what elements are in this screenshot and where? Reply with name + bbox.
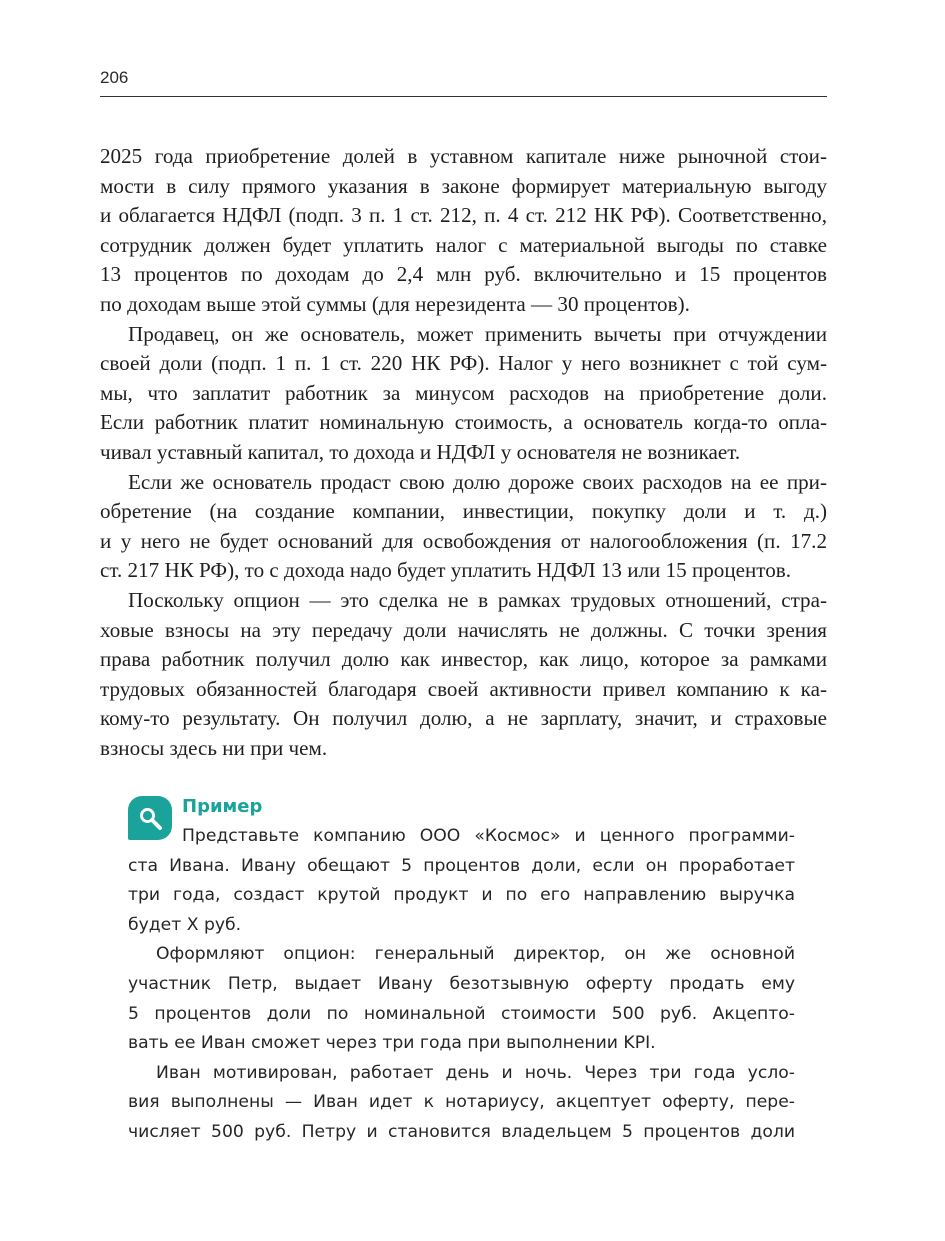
main-text <box>100 142 827 763</box>
text-line: Если же основатель продаст свою долю дороже своих расходов на ее при- <box>128 469 827 494</box>
example-line: 5 процентов доли по номинальной стоимости 500 руб. Акцепто- <box>128 1003 795 1024</box>
text-line: кому-то результату. Он получил долю, а не зарплату, значит, и страховые <box>100 706 827 731</box>
text-line: мы, что заплатит работник за минусом расходов на приобретение доли. <box>100 380 827 405</box>
text-line: чивал уставный капитал, то дохода и НДФЛ у основателя не возникает. <box>100 439 741 464</box>
text-line: обретение (на создание компании, инвестиции, покупку доли и т. д.) <box>100 499 827 524</box>
example-text <box>128 822 795 1148</box>
text-line: и у него не будет оснований для освобождения от налогообложения (п. 17.2 <box>100 528 827 553</box>
example-line: будет Х руб. <box>128 914 242 935</box>
text-line: своей доли (подп. 1 п. 1 ст. 220 НК РФ). Налог у него возникнет с той сум- <box>100 351 827 376</box>
text-line: Если работник платит номинальную стоимость, а основатель когда-то опла- <box>100 410 827 435</box>
example-line: ста Ивана. Ивану обещают 5 процентов доли, если он проработает <box>128 855 795 876</box>
example-line: участник Петр, выдает Ивану безотзывную оферту продать ему <box>128 973 795 994</box>
example-line: числяет 500 руб. Петру и становится владельцем 5 процентов доли <box>128 1121 795 1142</box>
example-line: Оформляют опцион: генеральный директор, он же основной <box>156 944 795 965</box>
example-line: вать ее Иван сможет через три года при выполнении KPI. <box>128 1033 656 1054</box>
text-line: и облагается НДФЛ (подп. 3 п. 1 ст. 212, п. 4 ст. 212 НК РФ). Соответственно, <box>100 203 827 228</box>
example-line: Представьте компанию ООО «Космос» и ценного программи- <box>182 826 795 846</box>
header-divider <box>100 96 827 97</box>
example-title: Пример <box>182 796 263 817</box>
text-line: взносы здесь ни при чем. <box>100 735 328 760</box>
text-line: права работник получил долю как инвестор, как лицо, которое за рамками <box>100 647 827 672</box>
text-line: по доходам выше этой суммы (для нерезидента — 30 процентов). <box>100 291 690 316</box>
example-line: вия выполнены — Иван идет к нотариусу, акцептует оферту, пере- <box>128 1092 795 1113</box>
text-line: 2025 года приобретение долей в уставном капитале ниже рыночной стои- <box>100 144 827 168</box>
example-line: три года, создаст крутой продукт и по его направлению выручка <box>128 885 795 906</box>
text-line: Продавец, он же основатель, может применить вычеты при отчуждении <box>128 321 827 346</box>
text-line: ст. 217 НК РФ), то с дохода надо будет уплатить НДФЛ 13 или 15 процентов. <box>100 558 792 583</box>
page-number: 206 <box>100 68 129 87</box>
text-line: 13 процентов по доходам до 2,4 млн руб. включительно и 15 процентов <box>100 262 827 287</box>
text-line: ховые взносы на эту передачу доли начислять не должны. С точки зрения <box>100 617 827 642</box>
text-line: Поскольку опцион — это сделка не в рамках трудовых отношений, стра- <box>128 587 827 612</box>
text-line: мости в силу прямого указания в законе формирует материальную выгоду <box>100 173 827 198</box>
text-line: сотрудник должен будет уплатить налог с материальной выгоды по ставке <box>100 232 827 257</box>
text-line: трудовых обязанностей благодаря своей активности привел компанию к ка- <box>100 676 827 701</box>
example-line: Иван мотивирован, работает день и ночь. Через три года усло- <box>156 1062 795 1083</box>
